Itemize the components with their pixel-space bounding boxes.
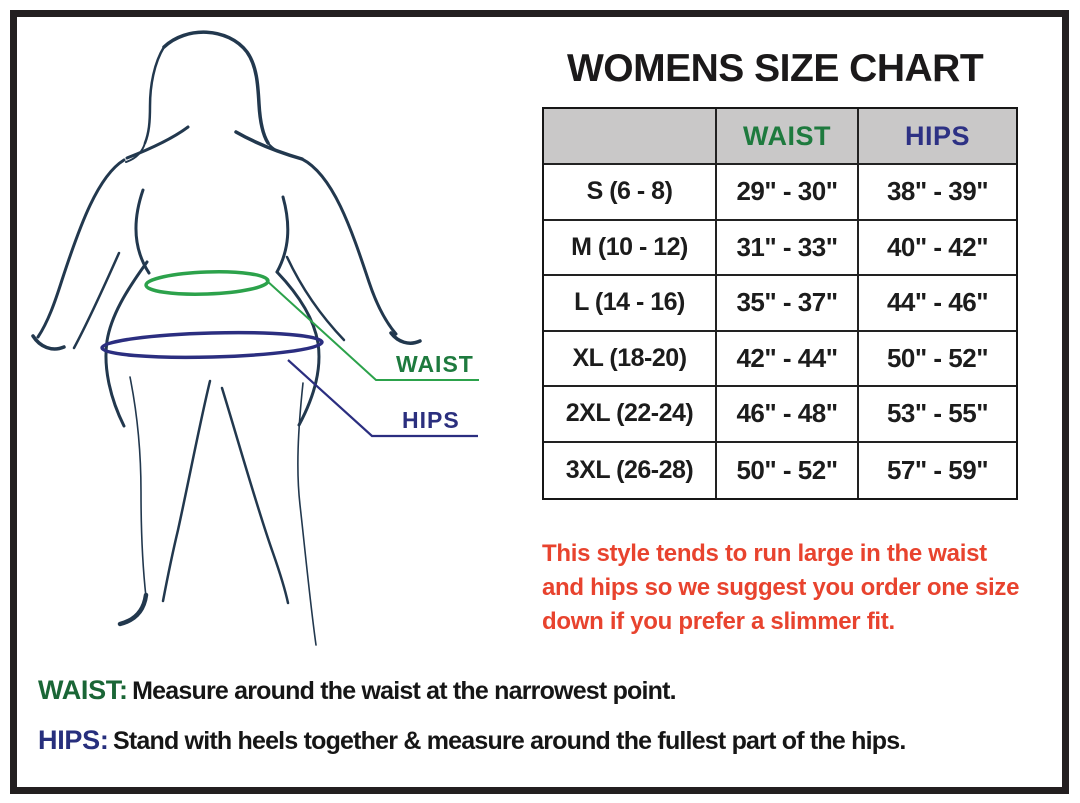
fit-note-line-2: and hips so we suggest you order one size — [542, 574, 1020, 601]
hips-cell-s: 38" - 39" — [859, 165, 1016, 221]
figure-foot-left — [120, 595, 146, 624]
hips-cell-xl: 50" - 52" — [859, 332, 1016, 388]
fit-note-line-3: down if you prefer a slimmer fit. — [542, 608, 895, 635]
size-cell-2xl: 2XL (22-24) — [544, 387, 717, 443]
size-cell-s: S (6 - 8) — [544, 165, 717, 221]
size-cell-l: L (14 - 16) — [544, 276, 717, 332]
figure-torso-right — [277, 197, 288, 272]
hips-cell-3xl: 57" - 59" — [886, 454, 989, 485]
figure-hair-left — [145, 47, 164, 143]
figure-leg-left-inner — [163, 381, 210, 601]
waist-cell-3xl: 50" - 52" — [717, 443, 859, 499]
size-cell-m: M (10 - 12) — [544, 221, 717, 277]
hips-definition-term: HIPS: — [38, 725, 109, 755]
waist-cell-s: 29" - 30" — [717, 165, 859, 221]
figure-leg-left-outer — [130, 377, 146, 597]
hips-cell-2xl: 53" - 55" — [859, 387, 1016, 443]
fit-note-line-1: This style tends to run large in the waist — [542, 540, 987, 567]
waist-cell-xl: 42" - 44" — [717, 332, 859, 388]
size-cell-xl: XL (18-20) — [544, 332, 717, 388]
waist-definition — [38, 674, 1048, 711]
figure-hips-label: HIPS — [402, 407, 460, 433]
fit-note — [542, 537, 1032, 639]
figure-arm-left-outer — [38, 160, 124, 337]
figure-arm-left-inner — [74, 253, 119, 348]
hips-cell-l: 44" - 46" — [859, 276, 1016, 332]
figure-hair-outline — [164, 32, 268, 143]
figure-waist-label: WAIST — [396, 351, 474, 377]
size-chart-table — [542, 107, 1018, 500]
figure-shoulder-left — [127, 127, 188, 158]
size-cell-3xl: 3XL (26-28) — [544, 443, 717, 499]
header-size-blank — [544, 109, 717, 165]
page-title: WOMENS SIZE CHART — [567, 47, 984, 90]
waist-cell-l: 35" - 37" — [717, 276, 859, 332]
measurement-definitions — [38, 674, 1048, 761]
waist-tape-ellipse — [146, 270, 269, 296]
body-figure-illustration — [0, 0, 500, 660]
hips-cell-m: 40" - 42" — [859, 221, 1016, 277]
waist-cell-m: 31" - 33" — [717, 221, 859, 277]
header-waist: WAIST — [717, 109, 859, 165]
hips-definition-text: Stand with heels together & measure around the fullest part of the hips. — [112, 727, 906, 755]
hips-definition — [38, 724, 1048, 761]
waist-cell-2xl: 46" - 48" — [717, 387, 859, 443]
figure-leg-right-inner — [222, 388, 288, 603]
hips-tape-ellipse — [102, 330, 323, 360]
waist-definition-term: WAIST: — [38, 675, 128, 705]
header-hips: HIPS — [859, 109, 1016, 165]
waist-definition-text: Measure around the waist at the narrowest point. — [132, 677, 676, 705]
